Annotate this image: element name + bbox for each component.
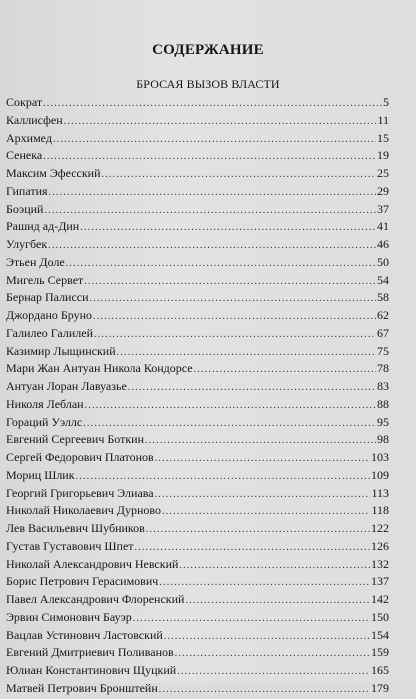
- toc-entry: [6, 289, 389, 307]
- toc-entry-name: Этьен Доле: [6, 254, 65, 269]
- toc-entry-name: Улугбек: [6, 237, 48, 251]
- dot-leader: [94, 326, 376, 344]
- toc-entry-name: Гораций Уэллс: [6, 414, 83, 429]
- dot-leader: [194, 361, 376, 379]
- toc-entry: [6, 556, 389, 574]
- page-title: СОДЕРЖАНИЕ: [152, 42, 264, 58]
- dot-leader: [155, 486, 371, 504]
- toc-entry-page-number: 83: [377, 379, 389, 393]
- toc-entry-name: Борис Петрович Герасимович: [6, 574, 159, 589]
- toc-entry-name: Архимед: [6, 130, 52, 145]
- toc-entry-name: Евгений Сергеевич Боткин: [6, 432, 145, 447]
- toc-entry-page-number: 126: [371, 538, 389, 553]
- toc-entry-page-number: 5: [383, 95, 389, 109]
- toc-entry: [6, 414, 389, 432]
- toc-entry: [6, 538, 389, 556]
- dot-leader: [117, 344, 376, 362]
- dot-leader: [80, 219, 376, 237]
- toc-entry-page-number: 78: [377, 361, 389, 376]
- toc-entry-name: Николя Леблан: [6, 396, 84, 411]
- toc-entry-page-number: 103: [371, 450, 389, 464]
- dot-leader: [84, 273, 376, 291]
- toc-entry-page-number: 109: [371, 467, 389, 482]
- dot-leader: [162, 503, 370, 521]
- toc-entry: [6, 609, 389, 627]
- dot-leader: [133, 610, 370, 628]
- toc-entry-page-number: 95: [377, 414, 389, 429]
- dot-leader: [159, 681, 370, 699]
- dot-leader: [53, 131, 376, 149]
- toc-entry: [6, 573, 389, 591]
- dot-leader: [146, 521, 370, 539]
- toc-entry-name: Боэций: [6, 201, 44, 216]
- toc-entry-page-number: 41: [377, 219, 389, 234]
- section-title: БРОСАЯ ВЫЗОВ ВЛАСТИ: [136, 77, 280, 91]
- toc-entry: [6, 360, 389, 378]
- toc-entry-page-number: 54: [377, 272, 389, 287]
- toc-entry-name: Эрвин Симонович Бауэр: [6, 609, 132, 624]
- dot-leader: [177, 663, 370, 681]
- dot-leader: [102, 166, 376, 184]
- toc-entry: [6, 378, 389, 396]
- toc-entry: [6, 307, 389, 325]
- toc-entry-page-number: 132: [371, 556, 389, 571]
- dot-leader: [64, 113, 377, 131]
- toc-entry: [6, 343, 389, 361]
- toc-entry: [6, 183, 389, 201]
- toc-entry-name: Мориц Шлик: [6, 467, 75, 482]
- toc-entry: [6, 130, 389, 148]
- dot-leader: [159, 574, 370, 592]
- toc-entry-page-number: 11: [377, 112, 389, 127]
- toc-entry-page-number: 25: [377, 166, 389, 180]
- toc-entry-name: Юлиан Константинович Щуцкий: [6, 663, 177, 677]
- dot-leader: [85, 397, 376, 415]
- toc-entry-name: Лев Васильевич Шубников: [6, 521, 145, 535]
- toc-entry-name: Сократ: [6, 95, 43, 109]
- toc-entry-page-number: 150: [371, 609, 389, 624]
- table-of-contents: [6, 94, 389, 698]
- toc-entry-name: Галилео Галилей: [6, 325, 94, 340]
- toc-entry-name: Николай Александрович Невский: [6, 556, 179, 571]
- toc-entry: [6, 467, 389, 485]
- dot-leader: [43, 148, 376, 166]
- toc-entry-page-number: 75: [377, 343, 389, 358]
- toc-entry-name: Павел Александрович Флоренский: [6, 592, 185, 606]
- toc-entry-page-number: 98: [377, 432, 389, 447]
- toc-entry: [6, 627, 389, 645]
- toc-entry-name: Антуан Лоран Лавуазье: [6, 379, 127, 393]
- dot-leader: [179, 557, 370, 575]
- toc-entry-page-number: 19: [377, 148, 389, 163]
- dot-leader: [49, 184, 376, 202]
- dot-leader: [76, 468, 370, 486]
- dot-leader: [48, 237, 376, 255]
- toc-entry-name: Николай Николаевич Дурново: [6, 503, 161, 518]
- dot-leader: [164, 628, 370, 646]
- toc-entry: [6, 591, 389, 609]
- dot-leader: [90, 290, 376, 308]
- toc-entry-name: Казимир Лыщинский: [6, 343, 116, 358]
- dot-leader: [44, 202, 376, 220]
- toc-entry-name: Вацлав Устинович Ластовский: [6, 627, 163, 642]
- toc-entry-page-number: 142: [371, 592, 389, 606]
- toc-entry-name: Георгий Григорьевич Элиава: [6, 485, 154, 500]
- toc-entry-page-number: 29: [377, 183, 389, 198]
- toc-entry-page-number: 179: [371, 680, 389, 695]
- toc-entry: [6, 236, 389, 254]
- toc-entry: [6, 644, 389, 662]
- toc-entry: [6, 680, 389, 698]
- toc-entry: [6, 272, 389, 290]
- toc-entry-page-number: 118: [371, 503, 389, 518]
- toc-entry-name: Джордано Бруно: [6, 308, 93, 322]
- toc-entry-page-number: 15: [377, 130, 389, 145]
- toc-entry-page-number: 113: [371, 485, 389, 500]
- toc-entry: [6, 662, 389, 680]
- toc-entry-page-number: 88: [377, 396, 389, 411]
- dot-leader: [83, 415, 376, 433]
- toc-entry: [6, 431, 389, 449]
- dot-leader: [43, 95, 382, 113]
- toc-entry-name: Сергей Федорович Платонов: [6, 450, 154, 464]
- toc-entry: [6, 112, 389, 130]
- dot-leader: [155, 450, 370, 468]
- toc-entry-name: Сенека: [6, 148, 43, 163]
- toc-entry-page-number: 122: [371, 521, 389, 535]
- dot-leader: [145, 432, 376, 450]
- toc-entry-page-number: 159: [371, 645, 389, 660]
- toc-entry-name: Мари Жан Антуан Никола Кондорсе: [6, 361, 193, 376]
- toc-entry-page-number: 137: [371, 574, 389, 589]
- toc-entry-page-number: 165: [371, 663, 389, 677]
- toc-entry-page-number: 46: [377, 237, 389, 251]
- toc-entry: [6, 165, 389, 183]
- toc-entry-name: Густав Густавович Шпет: [6, 538, 134, 553]
- toc-entry: [6, 325, 389, 343]
- dot-leader: [93, 308, 376, 326]
- toc-entry: [6, 485, 389, 503]
- toc-entry-name: Максим Эфесский: [6, 166, 101, 180]
- toc-entry-page-number: 67: [377, 325, 389, 340]
- toc-entry-page-number: 154: [371, 627, 389, 642]
- dot-leader: [185, 592, 370, 610]
- toc-entry-page-number: 50: [377, 254, 389, 269]
- toc-entry-name: Рашид ад-Дин: [6, 219, 80, 234]
- toc-entry-name: Бернар Палисси: [6, 290, 89, 305]
- toc-entry-name: Гипатия: [6, 183, 48, 198]
- dot-leader: [135, 539, 370, 557]
- toc-entry: [6, 396, 389, 414]
- toc-entry: [6, 218, 389, 236]
- toc-entry: [6, 254, 389, 272]
- toc-entry-name: Мигель Сервет: [6, 272, 84, 287]
- toc-entry: [6, 147, 389, 165]
- toc-entry: [6, 201, 389, 219]
- toc-entry: [6, 94, 389, 112]
- toc-entry-name: Матвей Петрович Бронштейн: [6, 680, 158, 695]
- toc-entry-name: Евгений Дмитриевич Поливанов: [6, 645, 174, 660]
- toc-entry-page-number: 62: [377, 308, 389, 322]
- toc-entry-page-number: 58: [377, 290, 389, 305]
- toc-entry: [6, 502, 389, 520]
- toc-entry: [6, 520, 389, 538]
- dot-leader: [128, 379, 376, 397]
- dot-leader: [66, 255, 376, 273]
- dot-leader: [175, 645, 370, 663]
- toc-entry-name: Каллисфен: [6, 112, 63, 127]
- toc-entry-page-number: 37: [377, 201, 389, 216]
- toc-entry: [6, 449, 389, 467]
